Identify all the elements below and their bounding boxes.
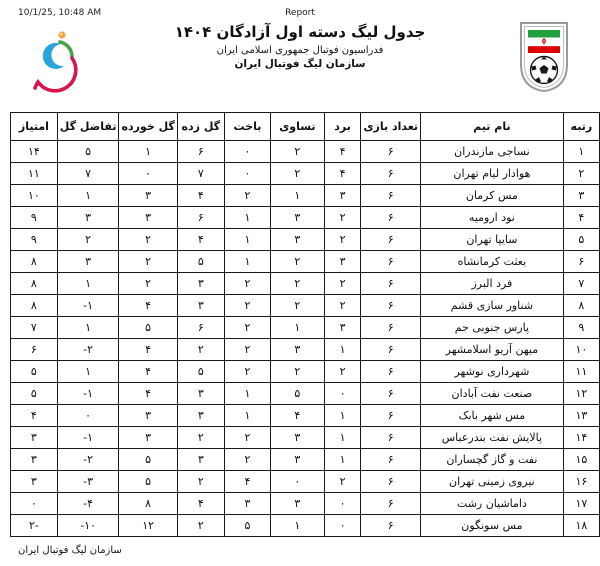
table-cell: ۲ <box>224 317 270 339</box>
table-cell: ۰ <box>324 493 361 515</box>
team-name-cell: مس شهر بابک <box>421 405 564 427</box>
table-row <box>11 449 600 471</box>
table-cell: ۳ <box>271 493 325 515</box>
table-cell: ۱۶ <box>563 471 599 493</box>
table-cell: ۳ <box>271 427 325 449</box>
table-cell: ۱۷ <box>563 493 599 515</box>
team-name-cell: صنعت نفت آبادان <box>421 383 564 405</box>
table-header <box>11 113 600 141</box>
federation-subtitle: فدراسیون فوتبال جمهوری اسلامی ایران <box>216 45 384 57</box>
table-cell: ۳ <box>177 295 224 317</box>
table-cell: ۲ <box>177 427 224 449</box>
table-cell: ۱۲ <box>563 383 599 405</box>
table-cell: ۱۱ <box>11 163 58 185</box>
team-name-cell: نساجی مازندران <box>421 141 564 163</box>
table-cell: ۱۳ <box>563 405 599 427</box>
table-cell: ۴ <box>271 405 325 427</box>
title-block <box>0 22 600 70</box>
table-cell: ۲ <box>224 361 270 383</box>
table-cell: ۲- <box>11 515 58 537</box>
table-cell: ۲ <box>271 163 325 185</box>
table-cell: ۲ <box>324 273 361 295</box>
table-cell: ۵ <box>177 251 224 273</box>
column-header: امتیاز <box>11 113 58 141</box>
table-cell: ۷ <box>177 163 224 185</box>
column-header: گل خورده <box>119 113 177 141</box>
table-cell: ۷ <box>57 163 119 185</box>
table-cell: ۶ <box>563 251 599 273</box>
table-cell: ۱ <box>224 229 270 251</box>
team-name-cell: مس سونگون <box>421 515 564 537</box>
table-cell: ۴ <box>119 383 177 405</box>
table-cell: -۱ <box>57 295 119 317</box>
table-cell: ۶ <box>361 295 421 317</box>
table-cell: ۵ <box>11 383 58 405</box>
table-cell: ۲ <box>271 251 325 273</box>
table-row <box>11 207 600 229</box>
table-cell: ۶ <box>361 141 421 163</box>
table-cell: ۳ <box>271 207 325 229</box>
table-cell: ۲ <box>119 273 177 295</box>
table-cell: ۲ <box>224 185 270 207</box>
column-header: تساوی <box>271 113 325 141</box>
table-cell: ۵ <box>119 317 177 339</box>
table-cell: ۰ <box>224 141 270 163</box>
table-cell: ۳ <box>177 449 224 471</box>
table-cell: ۲ <box>224 295 270 317</box>
table-cell: ۶ <box>177 141 224 163</box>
table-cell: ۳ <box>119 207 177 229</box>
table-cell: ۲ <box>224 273 270 295</box>
table-cell: -۱ <box>57 383 119 405</box>
table-cell: ۲ <box>271 273 325 295</box>
table-row <box>11 317 600 339</box>
team-name-cell: نیروی زمینی تهران <box>421 471 564 493</box>
table-cell: ۵ <box>224 515 270 537</box>
table-cell: ۸ <box>11 251 58 273</box>
table-cell: ۶ <box>361 449 421 471</box>
table-cell: ۱ <box>57 273 119 295</box>
table-cell: ۵ <box>177 361 224 383</box>
table-cell: ۳ <box>11 427 58 449</box>
table-cell: ۱ <box>324 405 361 427</box>
table-cell: ۶ <box>361 229 421 251</box>
table-cell: ۸ <box>11 295 58 317</box>
table-cell: ۰ <box>324 515 361 537</box>
team-name-cell: شهرداری نوشهر <box>421 361 564 383</box>
table-cell: ۳ <box>324 317 361 339</box>
table-cell: ۶ <box>361 515 421 537</box>
table-cell: ۱ <box>119 141 177 163</box>
table-cell: ۴ <box>119 295 177 317</box>
table-cell: ۳ <box>271 449 325 471</box>
table-cell: ۸ <box>563 295 599 317</box>
table-cell: ۰ <box>224 163 270 185</box>
table-cell: ۱ <box>57 361 119 383</box>
table-cell: ۶ <box>177 207 224 229</box>
table-row <box>11 163 600 185</box>
table-cell: ۰ <box>11 493 58 515</box>
table-cell: ۱۸ <box>563 515 599 537</box>
table-cell: ۶ <box>361 163 421 185</box>
table-cell: ۰ <box>119 163 177 185</box>
table-row <box>11 229 600 251</box>
table-cell: ۶ <box>361 273 421 295</box>
table-cell: ۱۱ <box>563 361 599 383</box>
table-cell: ۳ <box>57 207 119 229</box>
table-cell: ۴ <box>119 339 177 361</box>
table-cell: ۲ <box>271 141 325 163</box>
table-cell: ۲ <box>57 229 119 251</box>
table-row <box>11 339 600 361</box>
table-cell: ۲ <box>324 229 361 251</box>
table-cell: ۶ <box>361 405 421 427</box>
table-cell: ۲ <box>324 471 361 493</box>
table-row <box>11 273 600 295</box>
table-cell: ۷ <box>11 317 58 339</box>
table-row <box>11 185 600 207</box>
table-cell: ۶ <box>11 339 58 361</box>
print-timestamp: 10/1/25, 10:48 AM <box>18 8 102 18</box>
table-cell: ۰ <box>57 405 119 427</box>
table-cell: -۲ <box>57 449 119 471</box>
table-cell: ۹ <box>563 317 599 339</box>
table-row <box>11 427 600 449</box>
table-cell: ۳ <box>177 383 224 405</box>
table-cell: ۲ <box>177 339 224 361</box>
table-cell: ۱ <box>224 383 270 405</box>
column-header: باخت <box>224 113 270 141</box>
table-cell: ۲ <box>224 427 270 449</box>
table-row <box>11 515 600 537</box>
table-cell: ۱ <box>57 185 119 207</box>
table-cell: ۳ <box>324 185 361 207</box>
table-header-row <box>11 113 600 141</box>
table-cell: ۳ <box>119 185 177 207</box>
table-cell: ۶ <box>361 317 421 339</box>
print-report-label: Report <box>285 8 315 18</box>
table-cell: ۱ <box>271 185 325 207</box>
page-title: جدول لیگ دسته اول آزادگان ۱۴۰۴ <box>174 23 426 41</box>
table-row <box>11 251 600 273</box>
table-cell: ۵ <box>563 229 599 251</box>
table-cell: ۶ <box>361 471 421 493</box>
table-cell: ۰ <box>271 471 325 493</box>
table-cell: ۴ <box>119 361 177 383</box>
table-cell: ۲ <box>324 295 361 317</box>
column-header: گل زده <box>177 113 224 141</box>
table-row <box>11 295 600 317</box>
column-header: نام تیم <box>421 113 564 141</box>
table-cell: ۲ <box>563 163 599 185</box>
table-cell: ۵ <box>119 471 177 493</box>
table-cell: ۴ <box>177 493 224 515</box>
table-cell: ۳ <box>563 185 599 207</box>
team-name-cell: هوادار لیام تهران <box>421 163 564 185</box>
table-cell: ۱ <box>563 141 599 163</box>
table-cell: ۱ <box>271 317 325 339</box>
table-row <box>11 471 600 493</box>
table-cell: ۶ <box>361 251 421 273</box>
table-cell: ۱۰ <box>11 185 58 207</box>
table-cell: ۳ <box>119 427 177 449</box>
table-cell: ۲ <box>271 295 325 317</box>
table-cell: ۱ <box>224 251 270 273</box>
team-name-cell: میهن آریو اسلامشهر <box>421 339 564 361</box>
table-cell: ۱۴ <box>563 427 599 449</box>
team-name-cell: نفت و گاز گچساران <box>421 449 564 471</box>
table-cell: ۳ <box>271 229 325 251</box>
table-cell: ۶ <box>361 207 421 229</box>
table-body <box>11 141 600 537</box>
table-cell: ۱ <box>271 515 325 537</box>
league-standings-table <box>10 112 600 537</box>
team-name-cell: پارس جنوبی جم <box>421 317 564 339</box>
team-name-cell: سایپا تهران <box>421 229 564 251</box>
table-cell: ۶ <box>361 339 421 361</box>
table-cell: ۳ <box>57 251 119 273</box>
table-cell: ۳ <box>11 471 58 493</box>
table-row <box>11 361 600 383</box>
table-cell: ۴ <box>224 471 270 493</box>
table-cell: ۵ <box>11 361 58 383</box>
table-cell: ۲ <box>177 471 224 493</box>
table-cell: ۲ <box>119 229 177 251</box>
table-cell: ۸ <box>11 273 58 295</box>
team-name-cell: پالایش نفت بندرعباس <box>421 427 564 449</box>
team-name-cell: فرد البرز <box>421 273 564 295</box>
table-cell: ۱۲ <box>119 515 177 537</box>
table-cell: ۲ <box>324 207 361 229</box>
table-cell: ۶ <box>361 185 421 207</box>
table-cell: ۶ <box>361 427 421 449</box>
table-cell: ۳ <box>271 339 325 361</box>
table-cell: ۳ <box>224 493 270 515</box>
team-name-cell: بعثت کرمانشاه <box>421 251 564 273</box>
table-cell: ۹ <box>11 207 58 229</box>
column-header: تفاضل گل <box>57 113 119 141</box>
table-cell: -۱ <box>57 427 119 449</box>
table-cell: ۴ <box>11 405 58 427</box>
table-cell: ۱ <box>224 207 270 229</box>
footer-organization-label: سازمان لیگ فوتبال ایران <box>18 545 122 556</box>
table-row <box>11 141 600 163</box>
table-cell: ۱۴ <box>11 141 58 163</box>
table-cell: ۱ <box>324 427 361 449</box>
table-row <box>11 493 600 515</box>
table-cell: ۴ <box>563 207 599 229</box>
table-cell: ۵ <box>271 383 325 405</box>
table-cell: ۲ <box>324 361 361 383</box>
table-cell: ۲ <box>177 515 224 537</box>
table-cell: ۳ <box>177 273 224 295</box>
table-cell: ۶ <box>361 361 421 383</box>
table-cell: ۳ <box>119 405 177 427</box>
table-cell: -۲ <box>57 339 119 361</box>
table-cell: ۳ <box>11 449 58 471</box>
team-name-cell: داماشیان رشت <box>421 493 564 515</box>
table-cell: -۱۰ <box>57 515 119 537</box>
table-cell: ۴ <box>324 163 361 185</box>
table-cell: ۰ <box>324 383 361 405</box>
table-cell: -۴ <box>57 493 119 515</box>
table-cell: ۹ <box>11 229 58 251</box>
table-cell: ۴ <box>177 229 224 251</box>
column-header: تعداد بازی <box>361 113 421 141</box>
table-cell: ۵ <box>119 449 177 471</box>
table-cell: ۱ <box>57 317 119 339</box>
table-cell: ۳ <box>324 251 361 273</box>
table-cell: -۳ <box>57 471 119 493</box>
team-name-cell: شناور سازی قشم <box>421 295 564 317</box>
table-cell: ۲ <box>271 361 325 383</box>
organization-subtitle: سازمان لیگ فوتبال ایران <box>234 58 366 71</box>
table-cell: ۱ <box>324 339 361 361</box>
table-cell: ۳ <box>177 405 224 427</box>
column-header: رتبه <box>563 113 599 141</box>
table-cell: ۵ <box>57 141 119 163</box>
table-cell: ۲ <box>224 449 270 471</box>
table-cell: ۶ <box>177 317 224 339</box>
table-row <box>11 405 600 427</box>
table-row <box>11 383 600 405</box>
table-cell: ۱ <box>324 449 361 471</box>
table-cell: ۱۵ <box>563 449 599 471</box>
table-cell: ۱۰ <box>563 339 599 361</box>
table-cell: ۱ <box>224 405 270 427</box>
team-name-cell: نود ارومیه <box>421 207 564 229</box>
table-cell: ۶ <box>361 493 421 515</box>
team-name-cell: مس کرمان <box>421 185 564 207</box>
table-cell: ۸ <box>119 493 177 515</box>
column-header: برد <box>324 113 361 141</box>
table-cell: ۶ <box>361 383 421 405</box>
table-cell: ۲ <box>224 339 270 361</box>
table-cell: ۷ <box>563 273 599 295</box>
table-cell: ۴ <box>324 141 361 163</box>
table-cell: ۲ <box>119 251 177 273</box>
table-cell: ۴ <box>177 185 224 207</box>
